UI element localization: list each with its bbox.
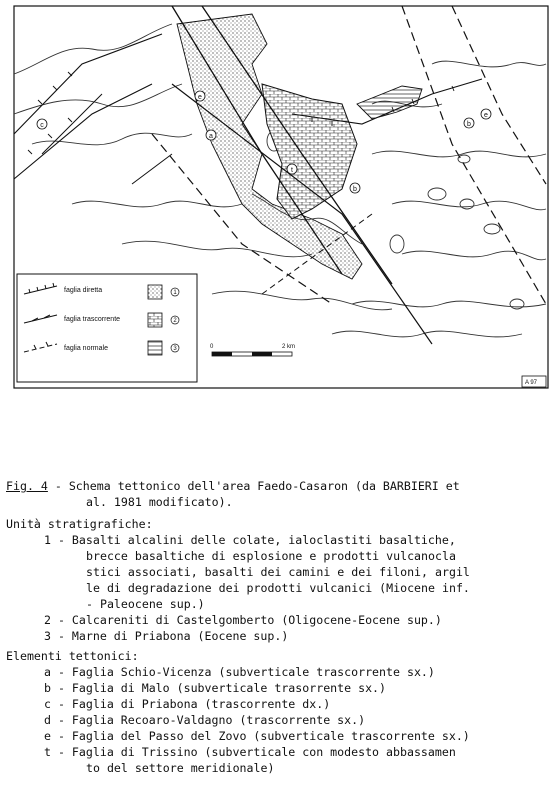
tect-a: a - Faglia Schio-Vicenza (subverticale trascorrente sx.)	[44, 665, 435, 679]
tect-e: e - Faglia del Passo del Zovo (subverticale trascorrente sx.)	[44, 729, 470, 743]
tect-t-1: t - Faglia di Trissino (subverticale con modesto abbassamen	[44, 745, 456, 759]
fault-label-d: a	[209, 133, 213, 140]
tectonic-map	[12, 4, 550, 390]
fig-label: Fig. 4	[6, 479, 48, 493]
fault-label-a: c	[40, 122, 44, 129]
unit-1-line-3: stici associati, basalti dei camini e dei filoni, argil	[86, 565, 470, 579]
unit-1-line-1: 1 - Basalti alcalini delle colate, ialoclastiti basaltiche,	[44, 533, 456, 547]
fault-label-e: e	[484, 112, 488, 119]
legend-num-2: 2	[173, 318, 177, 324]
scale-end: 2 km	[282, 344, 296, 350]
legend-label-1: faglia diretta	[64, 287, 103, 294]
unit-2: 2 - Calcareniti di Castelgomberto (Oligocene-Eocene sup.)	[44, 613, 442, 627]
units-header: Unità stratigrafiche:	[6, 517, 153, 531]
fault-label-c: b	[353, 186, 357, 193]
tect-header: Elementi tettonici:	[6, 649, 139, 663]
unit-1-line-5: - Paleocene sup.)	[86, 597, 205, 611]
legend-box	[17, 274, 197, 382]
figure-caption	[6, 478, 554, 776]
unit-1-line-4: le di degradazione dei prodotti vulcanici (Miocene inf.	[86, 581, 470, 595]
tect-b: b - Faglia di Malo (subverticale trasorrente sx.)	[44, 681, 387, 695]
tect-c: c - Faglia di Priabona (trascorrente dx.)	[44, 697, 331, 711]
fault-label-e2: e	[198, 94, 202, 101]
legend-label-3: faglia normale	[64, 345, 108, 352]
caption-title-2: al. 1981 modificato).	[86, 495, 233, 509]
legend-swatch-3	[148, 341, 162, 355]
scale-start: 0	[210, 344, 214, 350]
legend-swatch-1	[148, 285, 162, 299]
legend-num-3: 3	[173, 346, 177, 352]
tect-t-2: to del settore meridionale)	[86, 761, 275, 775]
fault-label-b: b	[467, 121, 471, 128]
tect-d: d - Faglia Recoaro-Valdagno (trascorrente sx.)	[44, 713, 366, 727]
unit-1-line-2: brecce basaltiche di esplosione e prodotti vulcanocla	[86, 549, 456, 563]
fault-label-t: t	[291, 167, 293, 174]
caption-title-1: - Schema tettonico dell'area Faedo-Casaron (da BARBIERI et	[47, 479, 460, 493]
legend-swatch-2	[148, 313, 162, 327]
legend-label-2: faglia trascorrente	[64, 316, 121, 323]
unit-3: 3 - Marne di Priabona (Eocene sup.)	[44, 629, 289, 643]
legend-num-1: 1	[173, 290, 177, 296]
plate-mark: A 97	[525, 380, 538, 386]
